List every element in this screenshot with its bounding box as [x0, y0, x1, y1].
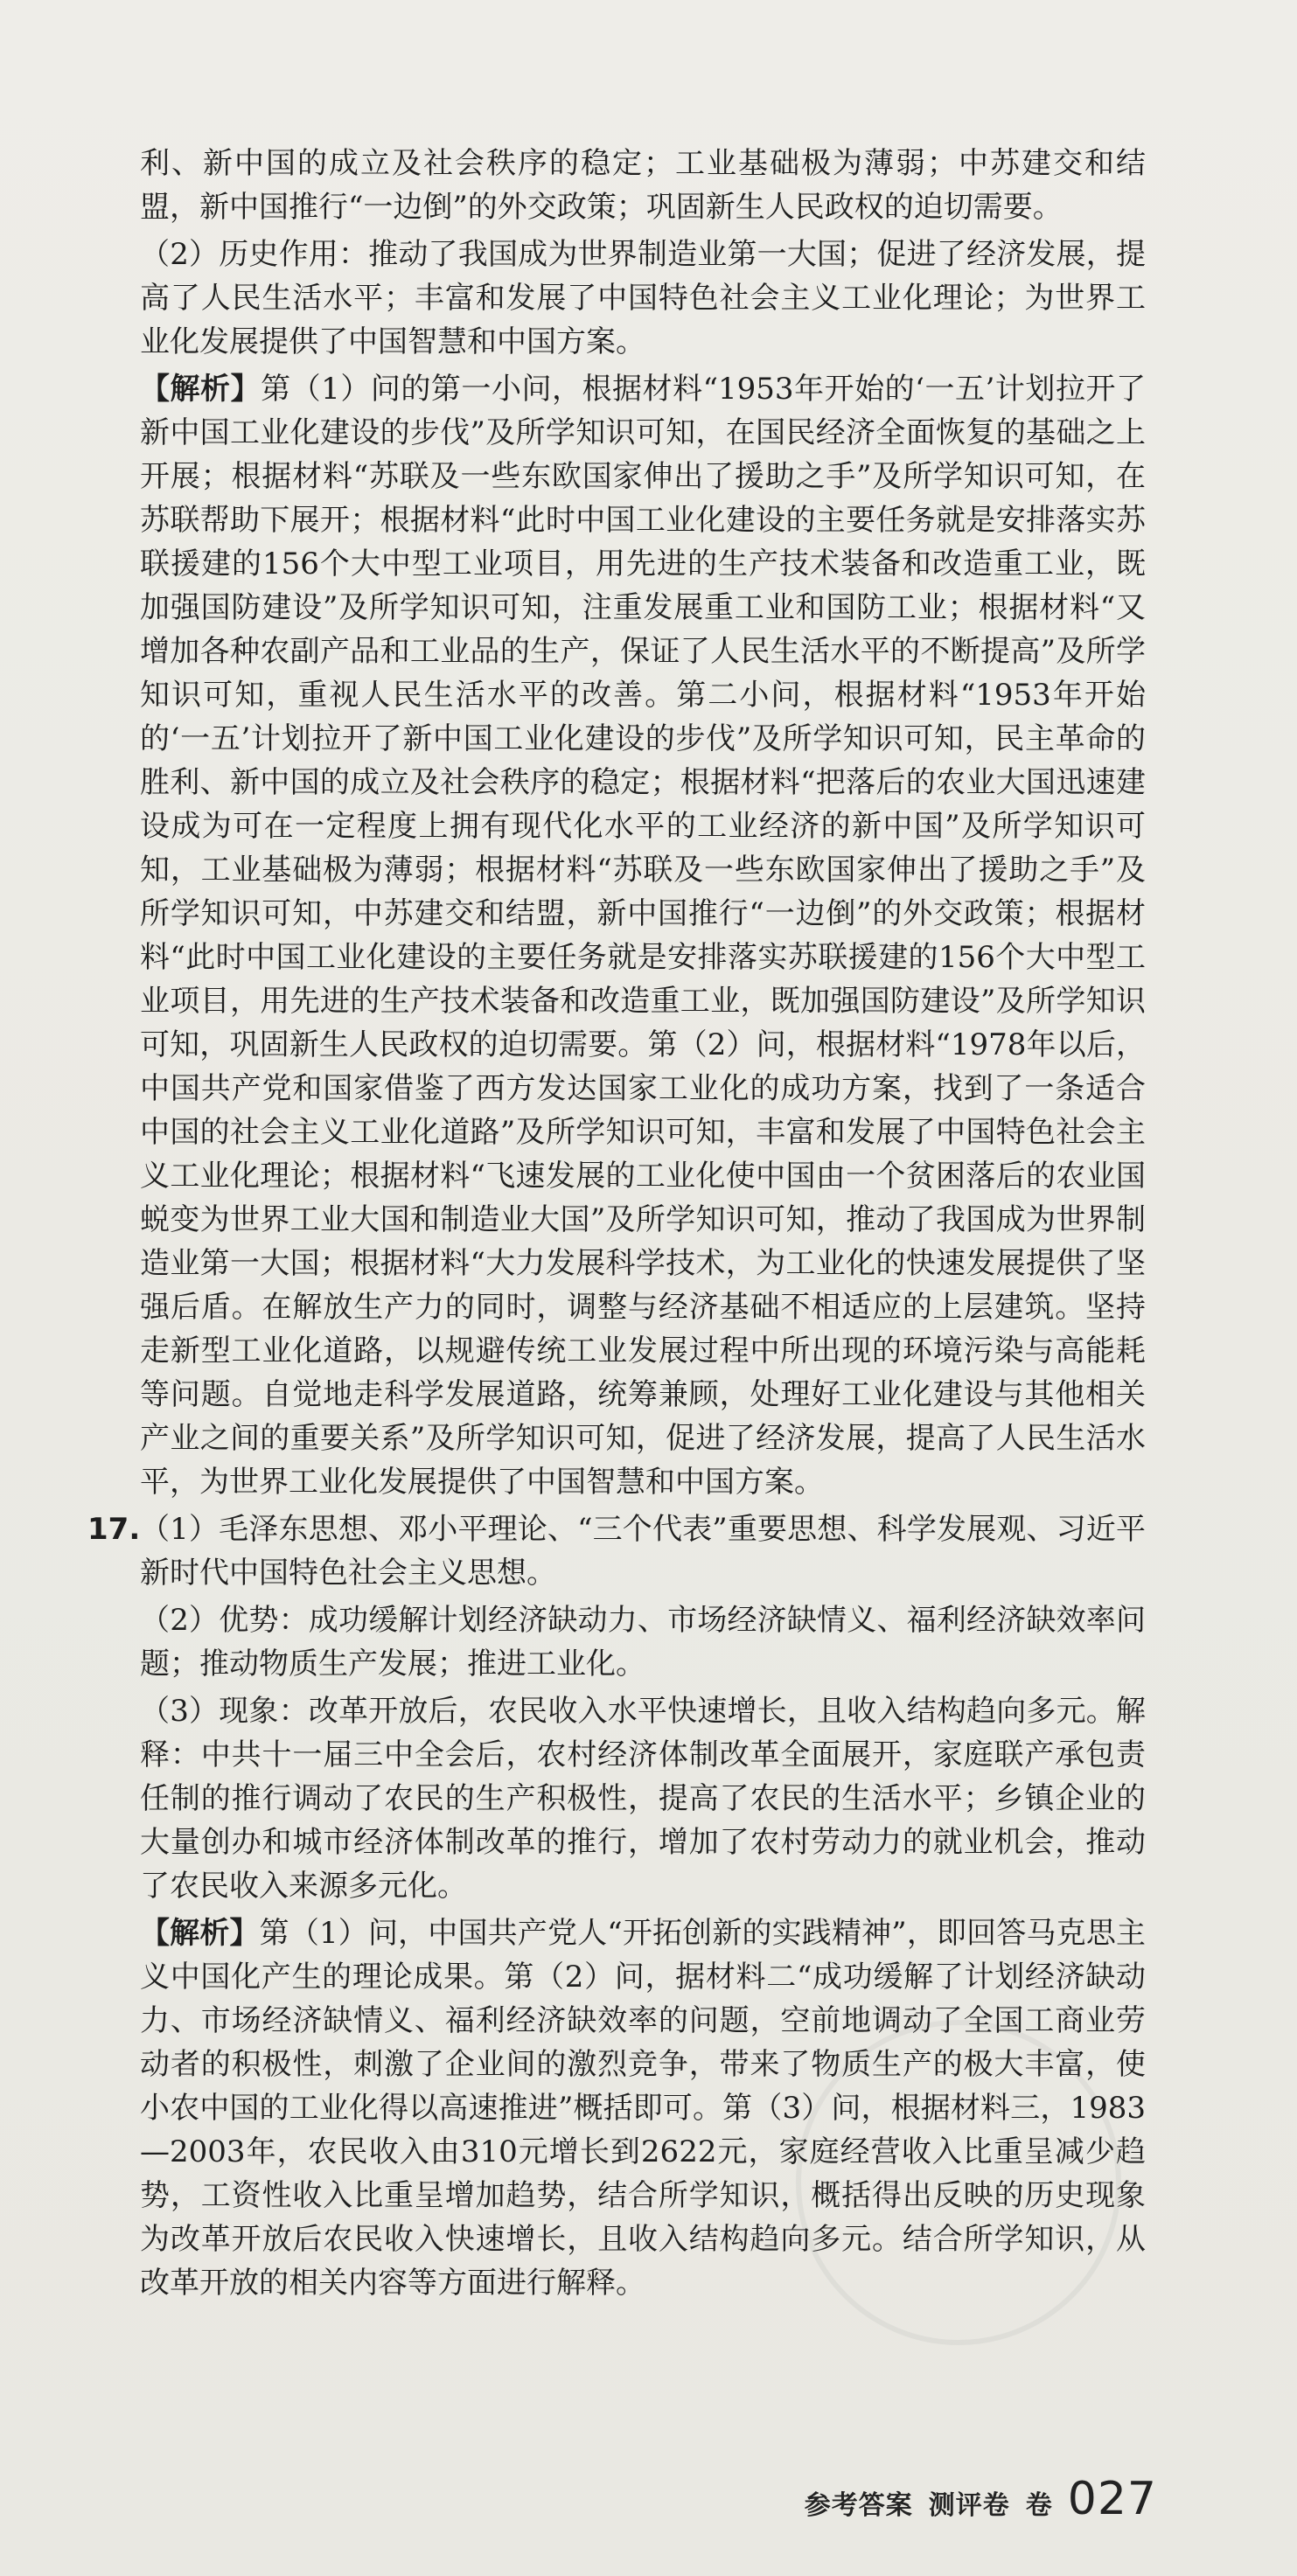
- q16-answer-part1-continued: 利、新中国的成立及社会秩序的稳定；工业基础极为薄弱；中苏建交和结盟，新中国推行“一边倒”的外交政策；巩固新生人民政权的迫切需要。: [140, 146, 1146, 225]
- q17-analysis: [140, 1911, 1146, 2305]
- footer-answer-label: 参考答案: [804, 2490, 913, 2521]
- q16-answer-part2: （2）历史作用：推动了我国成为世界制造业第一大国；促进了经济发展，提高了人民生活水平；丰富和发展了中国特色社会主义工业化理论；为世界工业化发展提供了中国智慧和中国方案。: [140, 237, 1146, 359]
- q17-answer-part2: （2）优势：成功缓解计划经济缺动力、市场经济缺情义、福利经济缺效率问题；推动物质生产发展；推进工业化。: [140, 1603, 1146, 1681]
- q16-analysis: [140, 367, 1146, 1504]
- analysis-label: 【解析】: [140, 372, 261, 407]
- q17-analysis-text: 第（1）问，中国共产党人“开拓创新的实践精神”，即回答马克思主义中国化产生的理论成果。第（2）问，据材料二“成功缓解了计划经济缺动力、市场经济缺情义、福利经济缺效率的问题，空前地调动了全国工商业劳动者的积极性，刺激了企业间的激烈竞争，带来了物质生产的极大丰富，使小农中国的工业化得以高速推进”概括即可。第（3）问，根据材料三，1983—2003年，农民收入由310元增长到2622元，家庭经营收入比重呈减少趋势，工资性收入比重呈增加趋势，结合所学知识，概括得出反映的历史现象为改革开放后农民收入快速增长，且收入结构趋向多元。结合所学知识，从改革开放的相关内容等方面进行解释。: [140, 1916, 1147, 2301]
- q17-answer-part1: （1）毛泽东思想、邓小平理论、“三个代表”重要思想、科学发展观、习近平新时代中国特色社会主义思想。: [140, 1512, 1146, 1591]
- question-number: 17.: [87, 1512, 141, 1547]
- footer-volume-label: 卷: [1025, 2490, 1052, 2521]
- footer-test-label: 测评卷: [928, 2490, 1010, 2521]
- answer-content: [87, 142, 1147, 2305]
- page-number: 027: [1067, 2473, 1157, 2525]
- q17-answer-part3: （3）现象：改革开放后，农民收入水平快速增长，且收入结构趋向多元。解释：中共十一届三中全会后，农村经济体制改革全面展开，家庭联产承包责任制的推行调动了农民的生产积极性，提高了农民的生活水平；乡镇企业的大量创办和城市经济体制改革的推行，增加了农村劳动力的就业机会，推动了农民收入来源多元化。: [140, 1694, 1146, 1904]
- page-footer: [805, 2473, 1157, 2525]
- analysis-label: 【解析】: [140, 1916, 260, 1951]
- question-17: [87, 1507, 1147, 2305]
- q16-analysis-text: 第（1）问的第一小问，根据材料“1953年开始的‘一五’计划拉开了新中国工业化建设的步伐”及所学知识可知，在国民经济全面恢复的基础之上开展；根据材料“苏联及一些东欧国家伸出了援助之手”及所学知识可知，在苏联帮助下展开；根据材料“此时中国工业化建设的主要任务就是安排落实苏联援建的156个大中型工业项目，用先进的生产技术装备和改造重工业，既加强国防建设”及所学知识可知，注重发展重工业和国防工业；根据材料“又增加各种农副产品和工业品的生产，保证了人民生活水平的不断提高”及所学知识可知，重视人民生活水平的改善。第二小问，根据材料“1953年开始的‘一五’计划拉开了新中国工业化建设的步伐”及所学知识可知，民主革命的胜利、新中国的成立及社会秩序的稳定；根据材料“把落后的农业大国迅速建设成为可在一定程度上拥有现代化水平的工业经济的新中国”及所学知识可知，工业基础极为薄弱；根据材料“苏联及一些东欧国家伸出了援助之手”及所学知识可知，中苏建交和结盟，新中国推行“一边倒”的外交政策；根据材料“此时中国工业化建设的主要任务就是安排落实苏联援建的156个大中型工业项目，用先进的生产技术装备和改造重工业，既加强国防建设”及所学知识可知，巩固新生人民政权的迫切需要。第（2）问，根据材料“1978年以后，中国共产党和国家借鉴了西方发达国家工业化的成功方案，找到了一条适合中国的社会主义工业化道路”及所学知识可知，丰富和发展了中国特色社会主义工业化理论；根据材料“飞速发展的工业化使中国由一个贫困落后的农业国蜕变为世界工业大国和制造业大国”及所学知识可知，推动了我国成为世界制造业第一大国；根据材料“大力发展科学技术，为工业化的快速发展提供了坚强后盾。在解放生产力的同时，调整与经济基础不相适应的上层建筑。坚持走新型工业化道路，以规避传统工业发展过程中所出现的环境污染与高能耗等问题。自觉地走科学发展道路，统筹兼顾，处理好工业化建设与其他相关产业之间的重要关系”及所学知识可知，促进了经济发展，提高了人民生活水平，为世界工业化发展提供了中国智慧和中国方案。: [140, 372, 1147, 1500]
